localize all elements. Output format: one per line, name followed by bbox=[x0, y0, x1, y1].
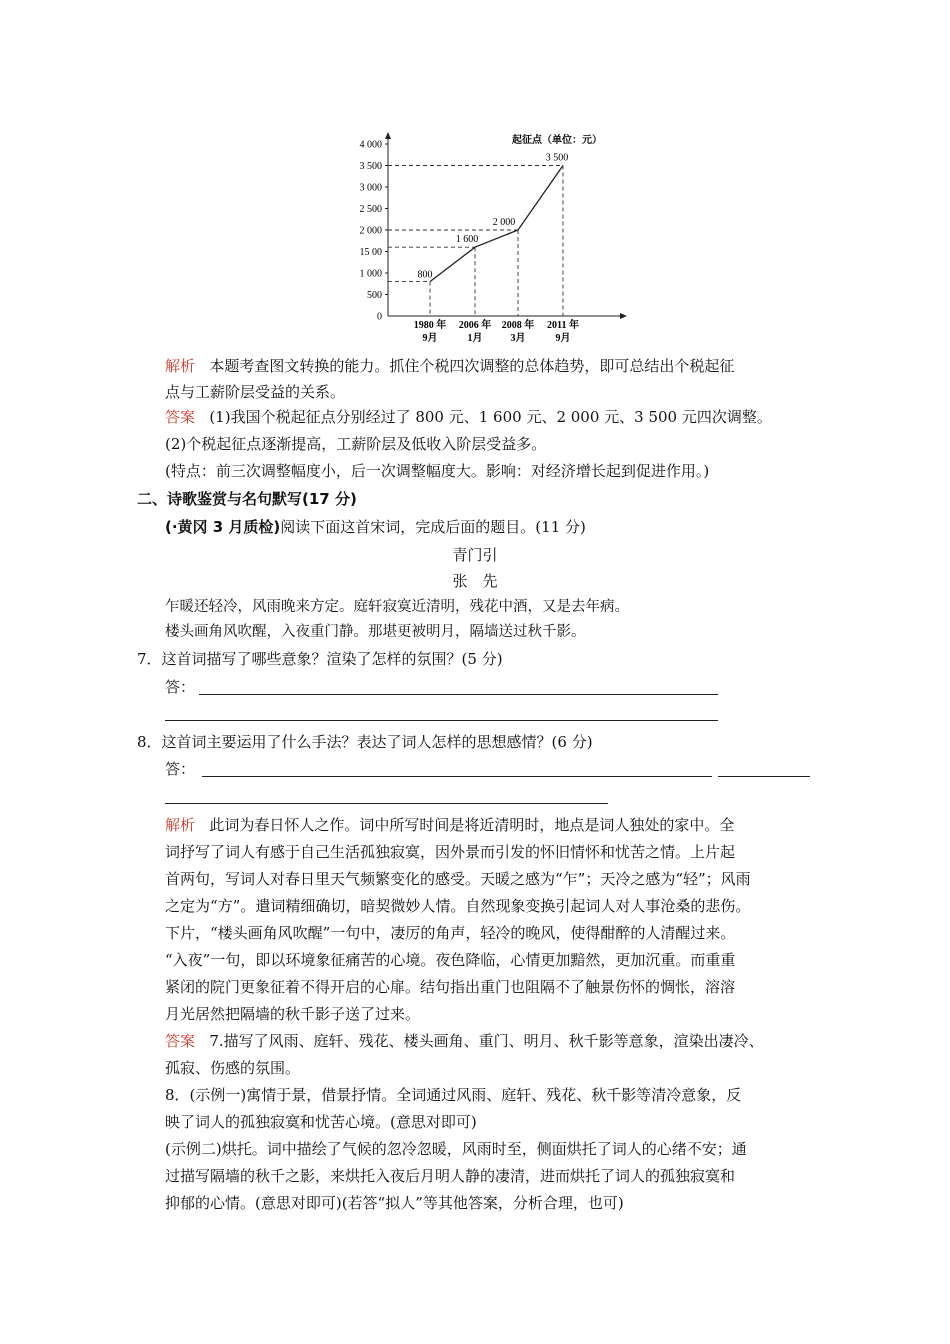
data-label: 1 600 bbox=[455, 234, 479, 246]
y-tick-label: 3 000 bbox=[359, 182, 382, 194]
y-tick-label: 15 00 bbox=[359, 247, 382, 258]
answer1-line3: (特点：前三次调整幅度小，后一次调整幅度大。影响：对经济增长起到促进作用。) bbox=[165, 462, 710, 480]
answer2-text1: 7.描写了风雨、庭轩、残花、楼头画角、重门、明月、秋千影等意象，渲染出凄冷、 bbox=[209, 1032, 764, 1050]
poem-line1: 乍暖还轻冷，风雨晚来方定。庭轩寂寞近清明，残花中酒，又是去年病。 bbox=[165, 599, 629, 615]
answer2-line3: 8．(示例一)寓情于景，借景抒情。全词通过风雨、庭轩、残花、秋千影等清冷意象，反 bbox=[165, 1086, 742, 1104]
answer-tag: 答案 bbox=[165, 408, 196, 426]
q8-answer-line-1[interactable] bbox=[202, 776, 712, 777]
analysis2-line5: 下片，“楼头画角风吹醒”一句中，凄厉的角声，轻冷的晚风，使得酣醉的人清醒过来。 bbox=[165, 924, 736, 942]
section2-heading: 二、诗歌鉴赏与名句默写(17 分) bbox=[137, 490, 357, 508]
intro-source: (·黄冈 3 月质检) bbox=[165, 518, 281, 536]
answer1-line2: (2)个税起征点逐渐提高，工薪阶层及低收入阶层受益多。 bbox=[165, 435, 547, 453]
y-tick-label: 500 bbox=[367, 290, 382, 301]
y-tick-label: 1 000 bbox=[359, 268, 382, 280]
analysis-tag: 解析 bbox=[165, 357, 196, 375]
x-tick-year: 2008 年 bbox=[501, 320, 535, 331]
answer1-text1: (1)我国个税起征点分别经过了 800 元、1 600 元、2 000 元、3 500 元四次调整。 bbox=[209, 408, 772, 426]
analysis2-line2: 词抒写了词人有感于自己生活孤独寂寞，因外景而引发的怀旧情怀和忧苦之情。上片起 bbox=[165, 843, 736, 861]
answer-tag: 答案 bbox=[165, 1032, 196, 1050]
intro-text: 阅读下面这首宋词，完成后面的题目。(11 分) bbox=[280, 518, 586, 536]
answer1-line1 bbox=[165, 406, 772, 428]
y-tick-label: 4 000 bbox=[359, 139, 382, 151]
poem-author: 张 先 bbox=[452, 572, 498, 590]
tax-threshold-chart bbox=[330, 128, 640, 353]
q7-answer-label: 答： bbox=[165, 678, 196, 696]
y-axis-arrow bbox=[385, 132, 391, 139]
analysis2-line3: 首两句，写词人对春日里天气频繁变化的感受。天暖之感为“乍”；天冷之感为“轻”；风雨 bbox=[165, 870, 751, 888]
answer2-line2: 孤寂、伤感的氛围。 bbox=[165, 1059, 301, 1077]
analysis2-line6: “入夜”一句，即以环境象征痛苦的心境。夜色降临，心情更加黯然，更加沉重。而重重 bbox=[165, 951, 736, 969]
data-label: 2 000 bbox=[492, 217, 516, 228]
answer2-line6: 过描写隔墙的秋千之影，来烘托入夜后月明人静的凄清，进而烘托了词人的孤独寂寞和 bbox=[165, 1167, 736, 1185]
x-tick-year: 1980 年 bbox=[413, 320, 447, 331]
q8-answer-label: 答： bbox=[165, 760, 196, 778]
y-tick-label: 0 bbox=[377, 311, 382, 323]
analysis1-line1 bbox=[165, 355, 734, 377]
analysis1-text1: 本题考查图文转换的能力。抓住个税四次调整的总体趋势，即可总结出个税起征 bbox=[209, 357, 735, 375]
analysis2-line4: 之定为“方”。遣词精细确切，暗契微妙人情。自然现象变换引起词人对人事沧桑的悲伤。 bbox=[165, 897, 751, 915]
x-tick-labels bbox=[414, 318, 579, 344]
x-axis-arrow bbox=[620, 313, 627, 319]
analysis2-text1: 此词为春日怀人之作。词中所写时间是将近清明时，地点是词人独处的家中。全 bbox=[209, 816, 735, 834]
answer2-line4: 映了词人的孤独寂寞和忧苦心境。(意思对即可) bbox=[165, 1113, 477, 1131]
question-8: 8．这首词主要运用了什么手法？表达了词人怎样的思想感情？(6 分) bbox=[137, 733, 593, 751]
x-tick-month: 1月 bbox=[467, 333, 483, 344]
y-tick-labels bbox=[360, 140, 389, 323]
q8-answer-line-2[interactable] bbox=[718, 776, 810, 777]
question-7: 7．这首词描写了哪些意象？渲染了怎样的氛围？(5 分) bbox=[137, 650, 503, 668]
q7-answer-line-1[interactable] bbox=[199, 694, 718, 695]
x-tick-year: 2006 年 bbox=[458, 320, 492, 331]
x-tick-month: 3月 bbox=[510, 333, 526, 344]
section2-intro bbox=[165, 516, 586, 538]
y-tick-label: 2 500 bbox=[359, 204, 382, 215]
answer2-line1 bbox=[165, 1030, 764, 1052]
x-tick-year: 2011 年 bbox=[547, 320, 579, 331]
answer2-line7: 抑郁的心情。(意思对即可)(若答“拟人”等其他答案，分析合理，也可) bbox=[165, 1194, 624, 1212]
q7-answer-line-2[interactable] bbox=[165, 720, 718, 721]
y-tick-label: 3 500 bbox=[359, 161, 382, 172]
poem-line2: 楼头画角风吹醒，入夜重门静。那堪更被明月，隔墙送过秋千影。 bbox=[165, 624, 586, 640]
x-tick-month: 9月 bbox=[422, 333, 438, 344]
analysis2-line8: 月光居然把隔墙的秋千影子送了过来。 bbox=[165, 1005, 421, 1023]
analysis2-line7: 紧闭的院门更象征着不得开启的心扉。结句指出重门也阻隔不了触景伤怀的惆怅，溶溶 bbox=[165, 978, 736, 996]
chart-svg bbox=[330, 128, 640, 353]
analysis-tag: 解析 bbox=[165, 816, 196, 834]
chart-title: 起征点（单位：元） bbox=[512, 135, 602, 146]
analysis1-line2: 点与工薪阶层受益的关系。 bbox=[165, 383, 346, 401]
data-labels bbox=[418, 153, 569, 281]
data-label: 3 500 bbox=[545, 152, 569, 164]
analysis2-line1 bbox=[165, 814, 734, 836]
x-tick-month: 9月 bbox=[555, 333, 571, 344]
y-tick-label: 2 000 bbox=[359, 225, 382, 237]
answer2-line5: (示例二)烘托。词中描绘了气候的忽冷忽暖，风雨时至，侧面烘托了词人的心绪不安；通 bbox=[165, 1140, 747, 1158]
poem-title: 青门引 bbox=[452, 546, 498, 564]
q8-answer-line-3[interactable] bbox=[165, 803, 608, 804]
data-label: 800 bbox=[417, 269, 433, 281]
